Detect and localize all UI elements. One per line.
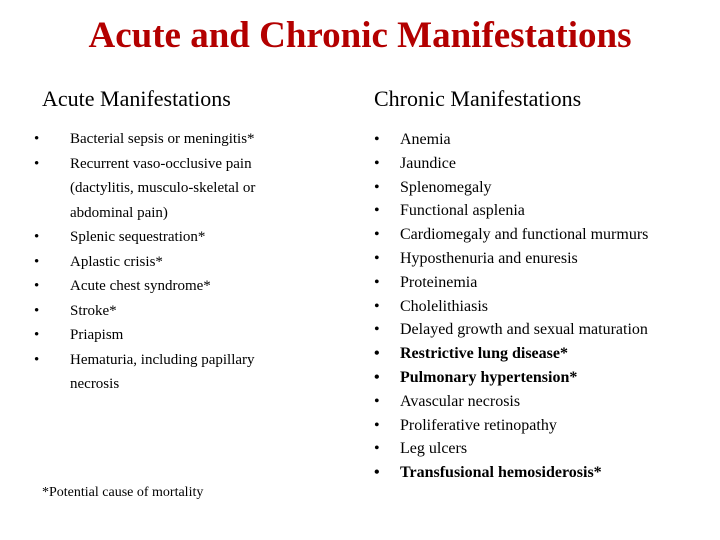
list-item: • Functional asplenia <box>374 199 674 223</box>
chronic-heading: Chronic Manifestations <box>374 86 582 111</box>
list-item: • Anemia <box>374 128 674 152</box>
list-item: • Hyposthenuria and enuresis <box>374 247 674 271</box>
list-item: • Splenomegaly <box>374 176 674 200</box>
list-item: • Proteinemia <box>374 271 674 295</box>
list-item: • Proliferative retinopathy <box>374 414 674 438</box>
list-item: • Restrictive lung disease* <box>374 342 674 366</box>
list-item: • Leg ulcers <box>374 437 674 461</box>
chronic-list <box>374 128 674 485</box>
list-item: • Priapism <box>34 323 304 348</box>
list-item: • Stroke* <box>34 299 304 324</box>
list-item: • Hematuria, including papillary necrosis <box>34 348 304 397</box>
list-item: • Cardiomegaly and functional murmurs <box>374 223 674 247</box>
slide-title: Acute and Chronic Manifestations <box>88 15 632 56</box>
acute-list <box>34 127 304 397</box>
list-item: • Acute chest syndrome* <box>34 274 304 299</box>
list-item: • Cholelithiasis <box>374 295 674 319</box>
footnote: *Potential cause of mortality <box>42 485 204 500</box>
list-item: • Recurrent vaso-occlusive pain (dactylitis, musculo-skeletal or abdominal pain) <box>34 152 304 226</box>
list-item: • Splenic sequestration* <box>34 225 304 250</box>
list-item: • Pulmonary hypertension* <box>374 366 674 390</box>
list-item: • Bacterial sepsis or meningitis* <box>34 127 304 152</box>
list-item: • Aplastic crisis* <box>34 250 304 275</box>
acute-heading: Acute Manifestations <box>42 86 231 111</box>
list-item: • Delayed growth and sexual maturation <box>374 318 674 342</box>
list-item: • Avascular necrosis <box>374 390 674 414</box>
list-item: • Transfusional hemosiderosis* <box>374 461 674 485</box>
list-item: • Jaundice <box>374 152 674 176</box>
